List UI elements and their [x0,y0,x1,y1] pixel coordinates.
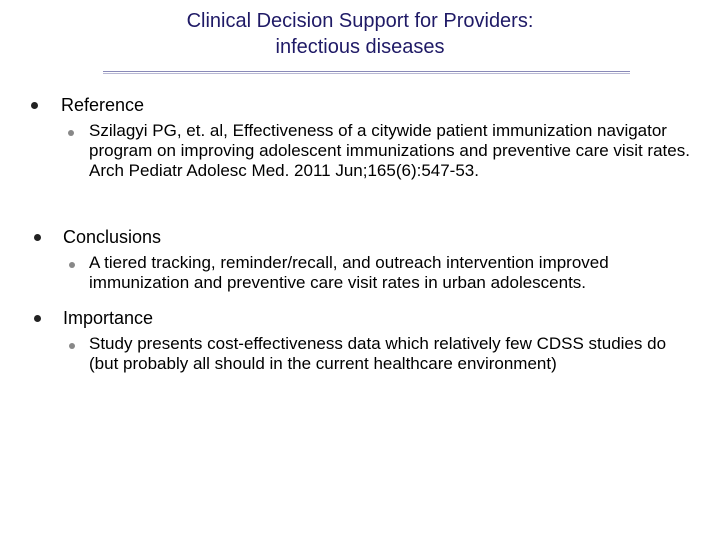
title-divider [103,71,630,74]
reference-bullet-icon [31,102,38,109]
conclusions-sub-bullet-icon [69,262,75,268]
slide-title [0,8,720,60]
importance-sub-bullet-icon [69,343,75,349]
reference-heading: Reference [61,95,145,115]
reference-citation: Szilagyi PG, et. al, Effectiveness of a citywide patient immunization navigator program on improving adolescent immunizations and preventive care visit rates. Arch Pediatr Adolesc Med. 2011 Jun;165(6):547-53. [89,121,690,180]
importance-heading: Importance [63,308,154,328]
conclusions-bullet-icon [34,234,41,241]
importance-text: Study presents cost-effectiveness data which relatively few CDSS studies do (but probably all should in the current healthcare environment) [89,334,667,373]
title-line-1: Clinical Decision Support for Providers: [186,10,534,32]
conclusions-text: A tiered tracking, reminder/recall, and outreach intervention improved immunization and preventive care visit rates in urban adolescents. [89,253,609,292]
importance-bullet-icon [34,315,41,322]
title-line-2: infectious diseases [275,36,445,58]
conclusions-heading: Conclusions [63,227,162,247]
reference-sub-bullet-icon [68,130,74,136]
